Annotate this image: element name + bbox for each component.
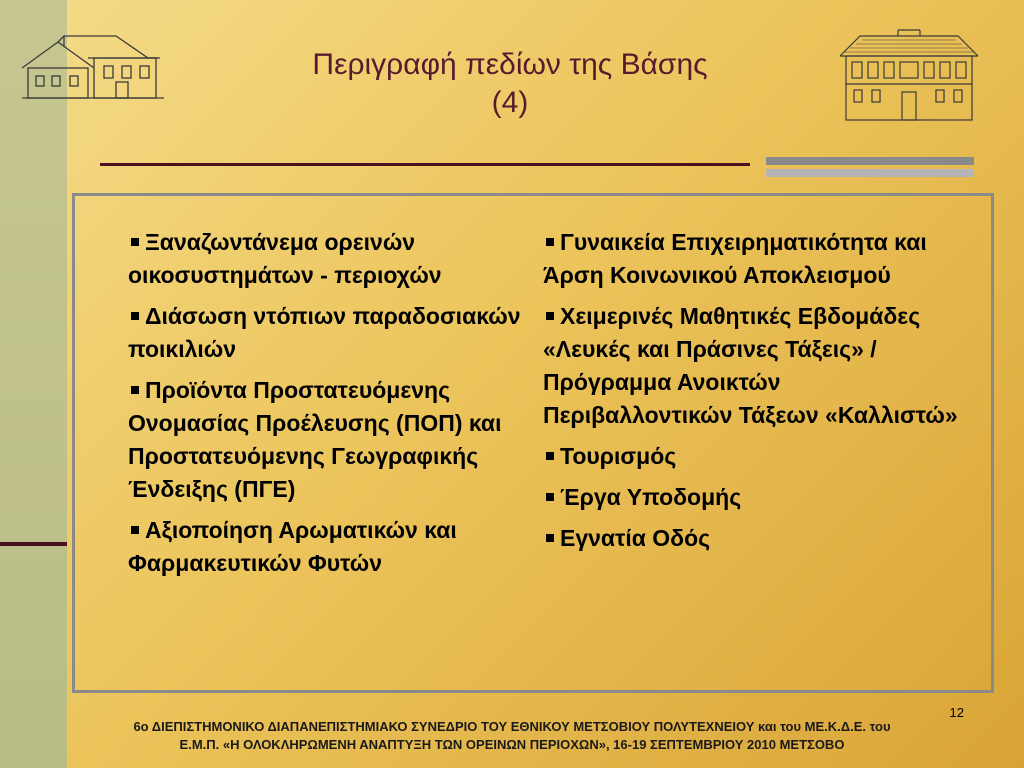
footer-line1: 6ο ΔΙΕΠΙΣΤΗΜΟΝΙΚΟ ΔΙΑΠΑΝΕΠΙΣΤΗΜΙΑΚΟ ΣΥΝΕΔΡΙΟ ΤΟΥ ΕΘΝΙΚΟΥ ΜΕΤΣΟΒΙΟΥ ΠΟΛΥΤΕΧΝΕΙΟΥ και του ΜΕ.Κ.Δ.Ε. του — [133, 719, 891, 734]
list-item — [128, 226, 528, 292]
title-divider — [100, 163, 750, 166]
list-item — [128, 514, 528, 580]
list-item — [543, 522, 963, 555]
square-bullet-icon — [131, 238, 139, 246]
title-bar-dark — [766, 157, 974, 165]
left-column — [128, 226, 528, 588]
list-item — [543, 300, 963, 432]
list-item-text: Ξαναζωντάνεμα ορεινών οικοσυστημάτων - περιοχών — [128, 229, 442, 288]
footer — [40, 718, 984, 754]
square-bullet-icon — [546, 238, 554, 246]
list-item-text: Προϊόντα Προστατευόμενης Ονομασίας Προέλευσης (ΠΟΠ) και Προστατευόμενης Γεωγραφικής Ένδειξης (ΠΓΕ) — [128, 377, 502, 502]
slide-title — [230, 46, 790, 122]
traditional-mansion-sketch-icon — [838, 26, 980, 124]
list-item-text: Διάσωση ντόπιων παραδοσιακών ποικιλιών — [128, 303, 521, 362]
list-item-text: Εγνατία Οδός — [560, 525, 711, 551]
list-item-text: Έργα Υποδομής — [560, 484, 742, 510]
side-accent-mark — [0, 542, 67, 546]
list-item — [128, 300, 528, 366]
slide-title-line2: (4) — [491, 86, 529, 119]
square-bullet-icon — [546, 312, 554, 320]
list-item — [543, 440, 963, 473]
title-bars-decoration — [766, 157, 974, 177]
square-bullet-icon — [131, 312, 139, 320]
title-bar-light — [766, 169, 974, 177]
right-column — [543, 226, 963, 563]
square-bullet-icon — [131, 526, 139, 534]
slide-title-line1: Περιγραφή πεδίων της Βάσης — [312, 48, 708, 81]
square-bullet-icon — [131, 386, 139, 394]
side-strip — [0, 0, 67, 768]
traditional-house-sketch-icon — [18, 28, 168, 102]
square-bullet-icon — [546, 452, 554, 460]
list-item — [543, 481, 963, 514]
list-item-text: Αξιοποίηση Αρωματικών και Φαρμακευτικών Φυτών — [128, 517, 457, 576]
list-item-text: Χειμερινές Μαθητικές Εβδομάδες «Λευκές και Πράσινες Τάξεις» / Πρόγραμμα Ανοικτών Περιβαλλοντικών Τάξεων «Καλλιστώ» — [543, 303, 958, 428]
list-item-text: Γυναικεία Επιχειρηματικότητα και Άρση Κοινωνικού Αποκλεισμού — [543, 229, 927, 288]
list-item-text: Τουρισμός — [560, 443, 677, 469]
list-item — [543, 226, 963, 292]
square-bullet-icon — [546, 534, 554, 542]
square-bullet-icon — [546, 493, 554, 501]
page-number: 12 — [949, 705, 964, 720]
list-item — [128, 374, 528, 506]
footer-line2: Ε.Μ.Π. «Η ΟΛΟΚΛΗΡΩΜΕΝΗ ΑΝΑΠΤΥΞΗ ΤΩΝ ΟΡΕΙΝΩΝ ΠΕΡΙΟΧΩΝ», 16-19 ΣΕΠΤΕΜΒΡΙΟΥ 2010 ΜΕΤΣΟΒΟ — [179, 737, 845, 752]
